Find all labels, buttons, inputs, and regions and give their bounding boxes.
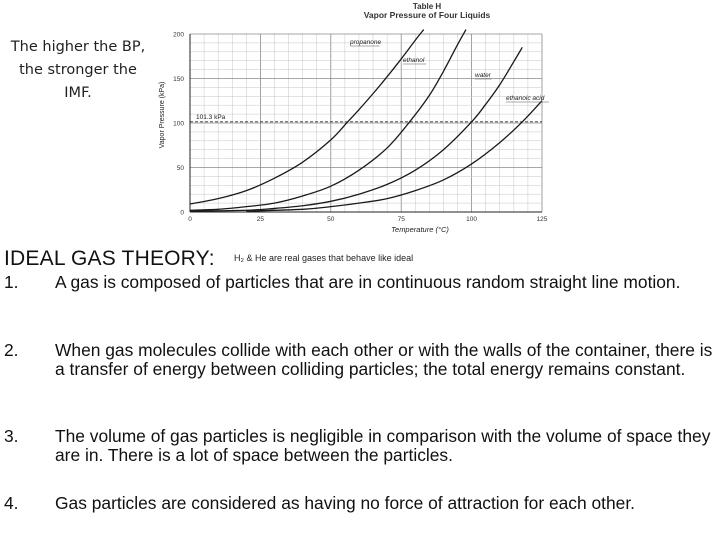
- x-tick-label: 50: [327, 216, 335, 223]
- y-axis-label: Vapor Pressure (kPa): [159, 81, 166, 149]
- series-line-water: [190, 47, 522, 211]
- point-number: 4.: [4, 493, 19, 513]
- point-text: The volume of gas particles is negligible in comparison with the volume of space they are in. There is a lot of space between the particles.: [55, 426, 711, 465]
- point-text: Gas particles are considered as having no force of attraction for each other.: [55, 493, 636, 513]
- y-tick-label: 100: [173, 120, 184, 128]
- y-tick-label: 150: [173, 76, 184, 83]
- series-label: ethanoic acid: [506, 95, 545, 102]
- reference-line-group: [190, 114, 542, 122]
- x-tick-label: 100: [466, 216, 478, 223]
- series-curves: [190, 30, 542, 212]
- point-number: 3.: [4, 426, 19, 446]
- series-label: ethanol: [403, 57, 425, 64]
- y-tick-label: 0: [180, 209, 184, 217]
- x-tick-label: 125: [536, 216, 548, 223]
- bp-note: The higher the BP, the stronger the IMF.: [10, 39, 146, 101]
- x-tick-label: 75: [397, 216, 405, 223]
- chart-title: Vapor Pressure of Four Liquids: [363, 10, 491, 20]
- x-axis-label: Temperature (°C): [391, 225, 449, 234]
- gas-note: H₂ & He are real gases that behave like ideal: [234, 253, 414, 263]
- y-tick-label: 50: [176, 165, 184, 172]
- series-labels: [349, 39, 549, 102]
- series-line-ethanol: [190, 30, 466, 211]
- x-tick-label: 0: [188, 216, 192, 223]
- x-tick-label: 25: [256, 216, 265, 223]
- y-tick-label: 200: [173, 31, 184, 39]
- chart-grid: [190, 34, 542, 212]
- reference-label: 101.3 kPa: [196, 113, 226, 121]
- point-number: 1.: [4, 272, 19, 292]
- point-text: When gas molecules collide with each other or with the walls of the container, there is a transfer of energy between colliding particles; the total energy remains constant.: [55, 340, 713, 379]
- chart-svg: [150, 0, 560, 238]
- chart-table-label: Table H: [412, 2, 442, 11]
- series-label: water: [475, 72, 491, 79]
- point-number: 2.: [4, 340, 19, 360]
- theory-title: IDEAL GAS THEORY:: [4, 247, 215, 270]
- point-text: A gas is composed of particles that are in continuous random straight line motion.: [55, 272, 681, 292]
- vapor-pressure-chart: [150, 0, 560, 238]
- series-label: propanone: [350, 39, 382, 46]
- series-line-ethanoic-acid: [246, 101, 542, 211]
